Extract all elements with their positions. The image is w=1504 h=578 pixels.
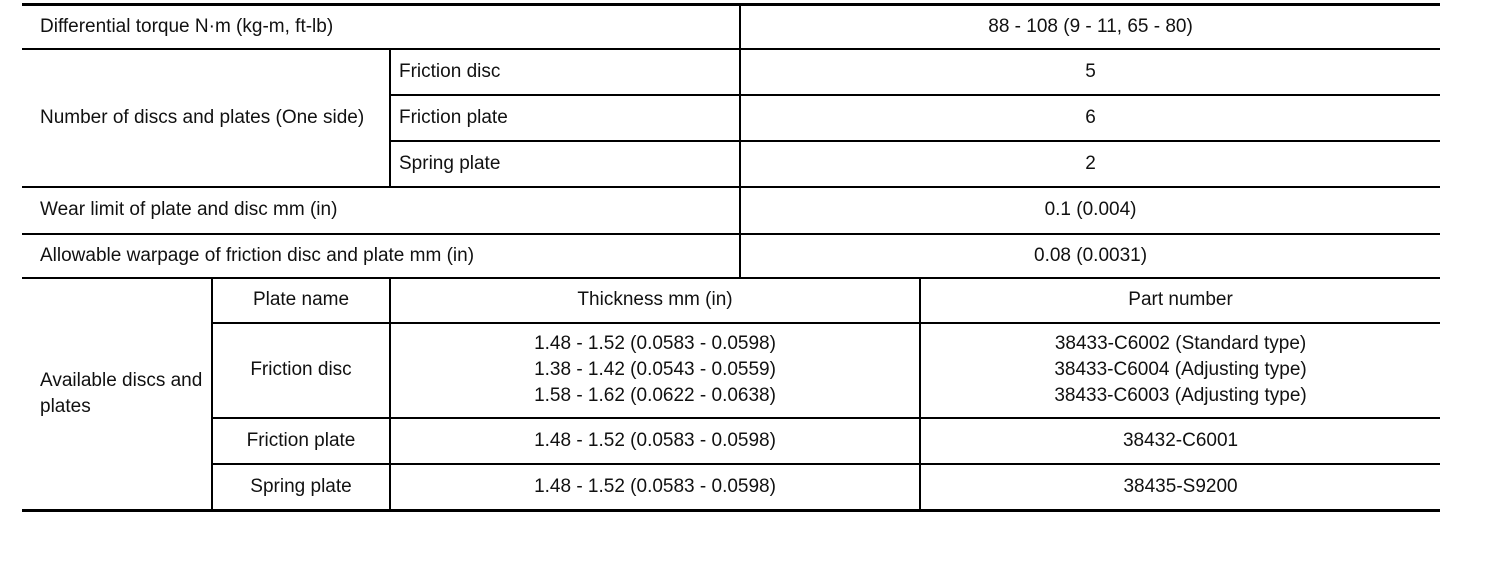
row-wear-limit xyxy=(22,187,1440,234)
spring-plate-name: Spring plate xyxy=(212,464,390,511)
discs-plates-label: Number of discs and plates (One side) xyxy=(22,49,390,187)
warpage-label: Allowable warpage of friction disc and plate mm (in) xyxy=(22,234,740,278)
part-number-line: 38433-C6004 (Adjusting type) xyxy=(1054,359,1307,380)
friction-plate-label: Friction plate xyxy=(390,95,740,141)
spring-plate-label: Spring plate xyxy=(390,141,740,187)
plate-name-header: Plate name xyxy=(212,278,390,323)
spec-table xyxy=(22,3,1440,512)
row-friction-disc xyxy=(22,323,1440,418)
row-spring-plate xyxy=(22,464,1440,511)
friction-disc-count: 5 xyxy=(740,49,1440,95)
spring-plate-part-number: 38435-S9200 xyxy=(920,464,1440,511)
wear-limit-label: Wear limit of plate and disc mm (in) xyxy=(22,187,740,234)
differential-torque-value: 88 - 108 (9 - 11, 65 - 80) xyxy=(740,5,1440,49)
thickness-line: 1.48 - 1.52 (0.0583 - 0.0598) xyxy=(534,333,776,354)
warpage-value: 0.08 (0.0031) xyxy=(740,234,1440,278)
thickness-line: 1.58 - 1.62 (0.0622 - 0.0638) xyxy=(534,385,776,406)
friction-disc-label: Friction disc xyxy=(390,49,740,95)
friction-plate-count: 6 xyxy=(740,95,1440,141)
spring-plate-count: 2 xyxy=(740,141,1440,187)
row-friction-plate xyxy=(22,418,1440,464)
thickness-line: 1.38 - 1.42 (0.0543 - 0.0559) xyxy=(534,359,776,380)
available-discs-label: Available discs and plates xyxy=(22,278,212,511)
row-friction-disc-count xyxy=(22,49,1440,95)
friction-plate-part-number: 38432-C6001 xyxy=(920,418,1440,464)
part-number-line: 38433-C6003 (Adjusting type) xyxy=(1054,385,1307,406)
part-number-line: 38433-C6002 (Standard type) xyxy=(1054,333,1307,354)
wear-limit-value: 0.1 (0.004) xyxy=(740,187,1440,234)
friction-disc-part-numbers xyxy=(920,323,1440,418)
spring-plate-thickness: 1.48 - 1.52 (0.0583 - 0.0598) xyxy=(390,464,920,511)
part-number-header: Part number xyxy=(920,278,1440,323)
thickness-header: Thickness mm (in) xyxy=(390,278,920,323)
friction-disc-thickness xyxy=(390,323,920,418)
row-available-header xyxy=(22,278,1440,323)
friction-plate-thickness: 1.48 - 1.52 (0.0583 - 0.0598) xyxy=(390,418,920,464)
friction-disc-name: Friction disc xyxy=(212,323,390,418)
differential-torque-label: Differential torque N·m (kg-m, ft-lb) xyxy=(22,5,740,49)
row-differential-torque xyxy=(22,5,1440,49)
friction-plate-name: Friction plate xyxy=(212,418,390,464)
row-allowable-warpage xyxy=(22,234,1440,278)
